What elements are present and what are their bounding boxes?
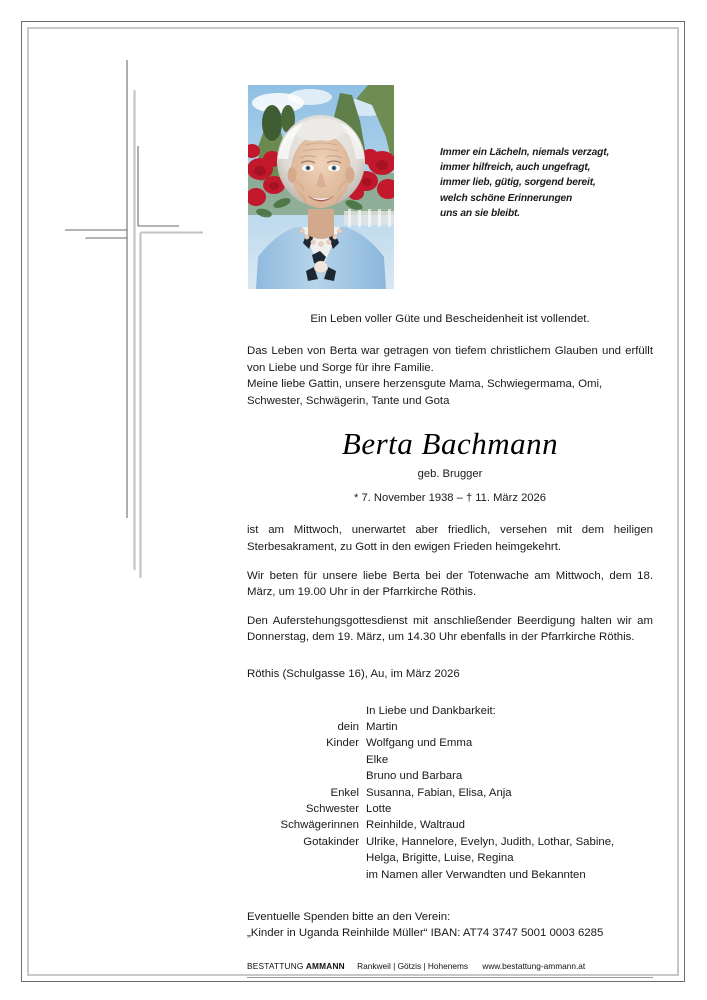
donation-line-2: „Kinder in Uganda Reinhilde Müller“ IBAN: AT74 3747 5001 0003 6285	[247, 927, 604, 940]
family-relation: Gotakinder	[303, 835, 359, 848]
family-names: Bruno und Barbara	[366, 770, 463, 783]
family-names: Elke	[366, 753, 389, 766]
family-names: im Namen aller Verwandten und Bekannten	[366, 868, 586, 881]
intro-paragraph: Das Leben von Berta war getragen von tiefem christlichem Glauben und erfüllt von Liebe und Sorge für ihre Familie.	[247, 345, 653, 374]
family-names: Martin	[366, 720, 398, 733]
family-relation: Kinder	[326, 737, 359, 750]
family-relation: dein	[337, 720, 359, 733]
obituary-content	[247, 311, 653, 942]
footer-divider	[247, 977, 653, 978]
donation-note	[247, 909, 653, 942]
family-relation	[255, 850, 366, 866]
verse-line: immer hilfreich, auch ungefragt,	[440, 162, 591, 174]
family-names: Helga, Brigitte, Luise, Regina	[366, 852, 514, 865]
family-relation: Enkel	[330, 786, 359, 799]
memorial-verse	[440, 145, 655, 221]
footer-brand-bold: AMMANN	[305, 961, 345, 971]
intro-paragraph-2: Meine liebe Gattin, unsere herzensgute Mama, Schwiegermama, Omi, Schwester, Schwägerin, Tante und Gota	[247, 378, 603, 407]
vigil-paragraph: Wir beten für unsere liebe Berta bei der Totenwache am Mittwoch, dem 18. März, um 19.00 Uhr in der Pfarrkirche Röthis.	[247, 569, 653, 599]
verse-line: Immer ein Lächeln, niemals verzagt,	[440, 147, 610, 158]
family-names: Ulrike, Hannelore, Evelyn, Judith, Lothar, Sabine,	[366, 835, 615, 848]
family-relation	[255, 703, 366, 719]
family-row	[255, 801, 614, 817]
family-names: Reinhilde, Waltraud	[366, 819, 465, 832]
footer-brand-light: BESTATTUNG	[247, 961, 304, 971]
portrait-photo	[248, 85, 394, 289]
footer-towns: Rankweil | Götzis | Hohenems	[357, 961, 469, 971]
family-relation	[255, 768, 366, 784]
family-row	[255, 834, 614, 850]
funeral-home-footer	[247, 961, 653, 972]
cross-icon	[48, 58, 238, 628]
family-relation: Schwägerinnen	[280, 819, 359, 832]
footer-website[interactable]: www.bestattung-ammann.at	[482, 961, 586, 971]
lead-sentence: Ein Leben voller Güte und Bescheidenheit ist vollendet.	[310, 313, 590, 325]
maiden-name: geb. Brugger	[417, 468, 483, 481]
family-relation: Schwester	[305, 802, 359, 815]
family-names: In Liebe und Dankbarkeit:	[366, 704, 496, 717]
funeral-paragraph: Den Auferstehungsgottesdienst mit anschließender Beerdigung halten wir am Donnerstag, dem 19. März, um 14.30 Uhr ebenfalls in der Pfarrkirche Röthis.	[247, 614, 653, 644]
family-relation	[255, 752, 366, 768]
family-row	[255, 735, 614, 751]
death-paragraph: ist am Mittwoch, unerwartet aber friedlich, versehen mit dem heiligen Sterbesakrament, zu Gott in den ewigen Frieden heimgekehrt.	[247, 524, 653, 553]
family-relation	[255, 867, 366, 883]
donation-line-1: Eventuelle Spenden bitte an den Verein:	[247, 911, 451, 923]
family-row	[255, 703, 614, 719]
verse-line: uns an sie bleibt.	[440, 207, 520, 219]
family-list	[255, 703, 614, 883]
name-block	[247, 425, 653, 508]
family-names: Susanna, Fabian, Elisa, Anja	[366, 786, 512, 799]
family-row	[255, 768, 614, 784]
verse-line: welch schöne Erinnerungen	[440, 192, 573, 204]
family-row	[255, 850, 614, 866]
family-row	[255, 719, 614, 735]
family-row	[255, 867, 614, 883]
family-row	[255, 785, 614, 801]
verse-line: immer lieb, gütig, sorgend bereit,	[440, 177, 596, 189]
family-row	[255, 817, 614, 833]
family-names: Lotte	[366, 802, 392, 815]
place-and-date: Röthis (Schulgasse 16), Au, im März 2026	[247, 667, 460, 680]
life-dates: * 7. November 1938 – † 11. März 2026	[354, 492, 546, 505]
deceased-name: Berta Bachmann	[341, 426, 559, 462]
family-names: Wolfgang und Emma	[366, 737, 473, 750]
family-row	[255, 752, 614, 768]
